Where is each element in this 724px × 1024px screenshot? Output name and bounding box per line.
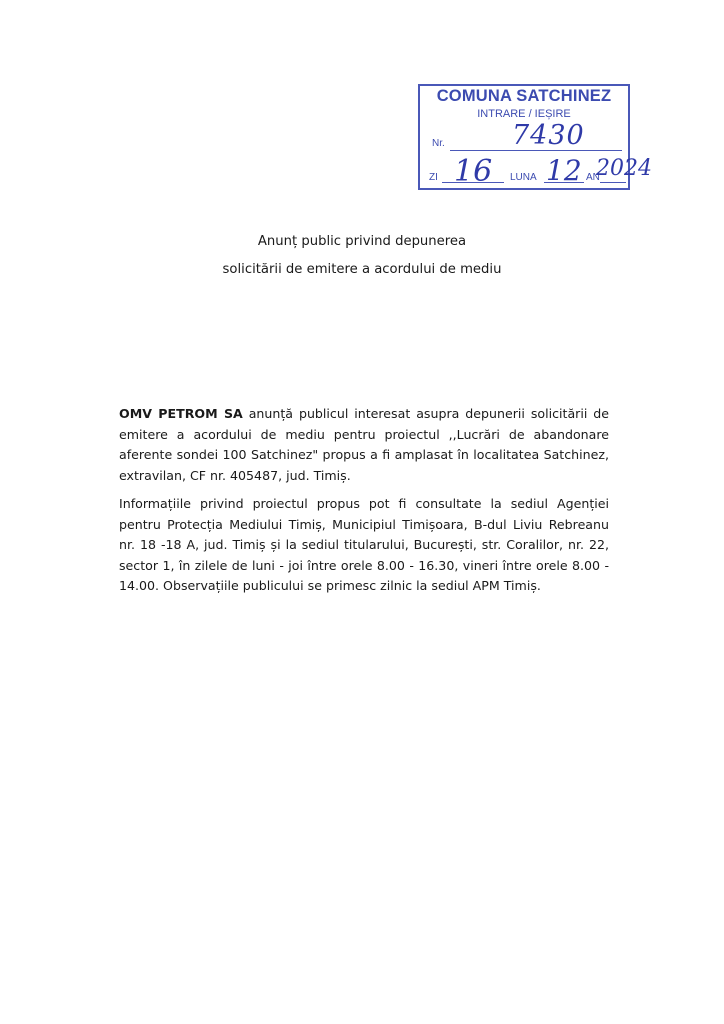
information-paragraph: Informațiile privind proiectul propus pot fi consultate la sediul Agenției pentru Protecția Mediului Timiș, Municipiul Timișoara, B-dul Liviu Rebreanu nr. 18 -18 A, jud. Timiș și la sediul titularului, București, str. Coralilor, nr. 22, sector 1, în zilele de luni - joi între orele 8.00 - 16.30, vineri între orele 8.00 - 14.00. Observațiile publicului se primesc zilnic la sediul APM Timiș. [119,496,609,593]
stamp-an-label: AN [586,172,600,183]
stamp-an-value: 2024 [596,156,652,181]
stamp-zi-value: 16 [454,154,493,189]
registration-stamp [418,84,652,190]
stamp-subtitle: INTRARE / IEȘIRE [477,108,571,120]
announcement-text: anunță publicul interesat asupra depunerii solicitării de emitere a acordului de mediu pentru proiectul ,,Lucrări de abandonare aferente sondei 100 Satchinez" propus a fi amplasat în localitatea Satchinez, extravilan, CF nr. 405487, jud. Timiș. [119,406,610,483]
company-name: OMV PETROM SA [119,406,243,421]
stamp-nr-value: 7430 [512,120,585,151]
stamp-nr-label: Nr. [432,138,445,149]
stamp-zi-label: ZI [429,172,438,183]
stamp-an-line [600,182,626,183]
stamp-luna-value: 12 [546,154,582,187]
announcement-paragraph [119,404,609,486]
document-title-line-1: Anunț public privind depunerea [257,234,467,249]
stamp-luna-label: LUNA [510,172,537,183]
stamp-title: COMUNA SATCHINEZ [436,87,612,105]
document-title-line-2: solicitării de emitere a acordului de mediu [222,262,502,277]
